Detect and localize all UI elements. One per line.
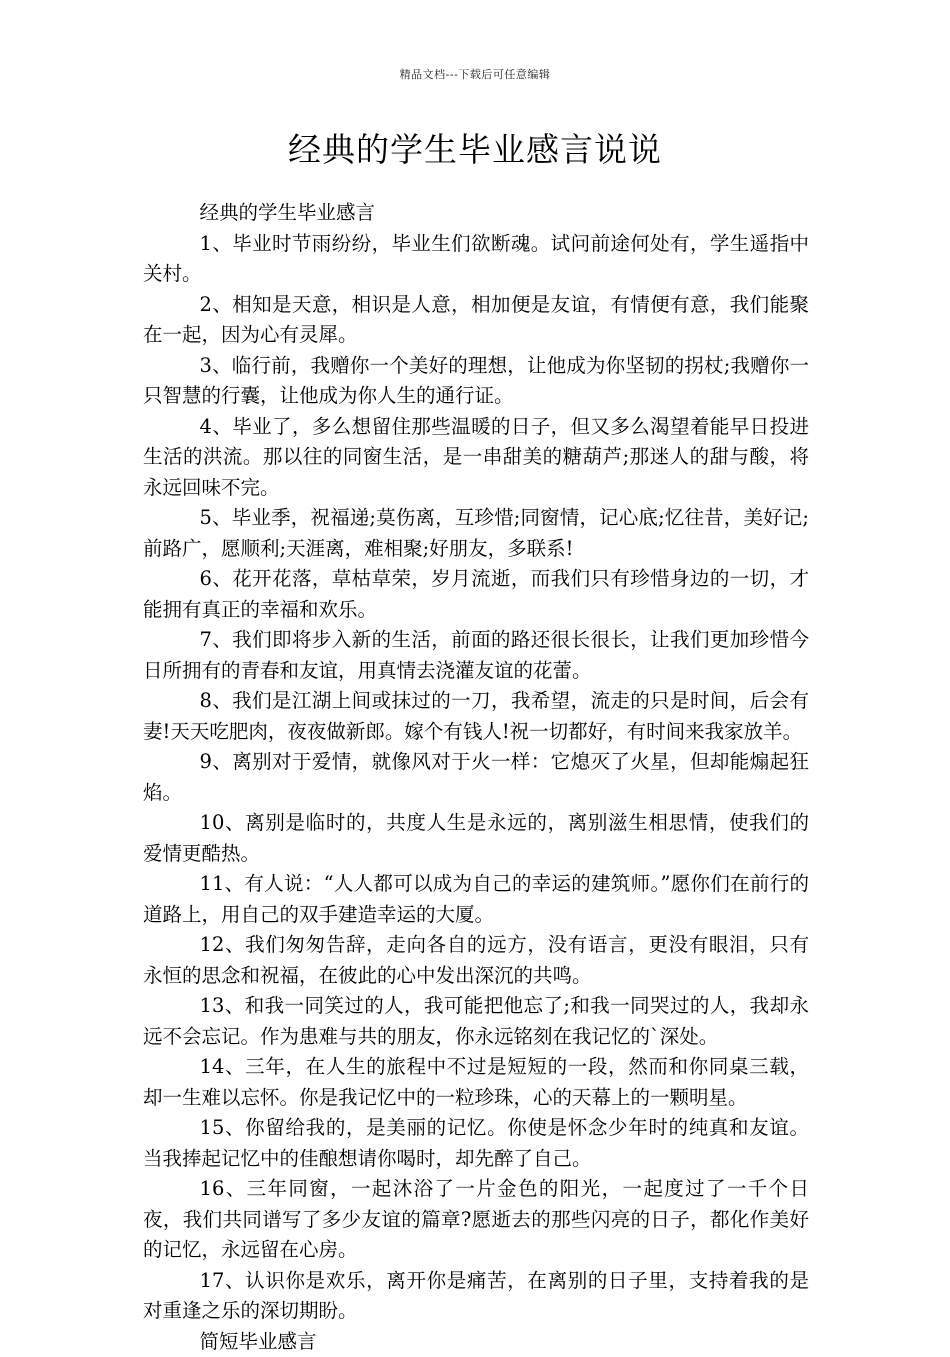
paragraph-5: 5、毕业季，祝福递;莫伤离，互珍惜;同窗情，记心底;忆往昔，美好记;前路广，愿顺利;天涯离，难相聚;好朋友，多联系! xyxy=(143,503,809,564)
paragraph-9: 9、离别对于爱情，就像风对于火一样：它熄灭了火星，但却能煽起狂焰。 xyxy=(143,747,809,808)
section-heading-short: 简短毕业感言 xyxy=(143,1327,809,1357)
paragraph-4: 4、毕业了，多么想留住那些温暖的日子，但又多么渴望着能早日投进生活的洪流。那以往的同窗生活，是一串甜美的糖葫芦;那迷人的甜与酸，将永远回味不完。 xyxy=(143,412,809,504)
document-body xyxy=(143,198,809,1357)
paragraph-10: 10、离别是临时的，共度人生是永远的，离别滋生相思情，使我们的爱情更酷热。 xyxy=(143,808,809,869)
paragraph-11: 11、有人说：“人人都可以成为自己的幸运的建筑师。”愿你们在前行的道路上，用自己的双手建造幸运的大厦。 xyxy=(143,869,809,930)
paragraph-12: 12、我们匆匆告辞，走向各自的远方，没有语言，更没有眼泪，只有永恒的思念和祝福，在彼此的心中发出深沉的共鸣。 xyxy=(143,930,809,991)
paragraph-3: 3、临行前，我赠你一个美好的理想，让他成为你坚韧的拐杖;我赠你一只智慧的行囊，让他成为你人生的通行证。 xyxy=(143,351,809,412)
paragraph-14: 14、三年，在人生的旅程中不过是短短的一段，然而和你同桌三载，却一生难以忘怀。你是我记忆中的一粒珍珠，心的天幕上的一颗明星。 xyxy=(143,1052,809,1113)
header-note: 精品文档---下载后可任意编辑 xyxy=(0,66,950,82)
paragraph-2: 2、相知是天意，相识是人意，相加便是友谊，有情便有意，我们能聚在一起，因为心有灵犀。 xyxy=(143,290,809,351)
paragraph-8: 8、我们是江湖上间或抹过的一刀，我希望，流走的只是时间，后会有妻!天天吃肥肉，夜夜做新郎。嫁个有钱人!祝一切都好，有时间来我家放羊。 xyxy=(143,686,809,747)
paragraph-6: 6、花开花落，草枯草荣，岁月流逝，而我们只有珍惜身边的一切，才能拥有真正的幸福和欢乐。 xyxy=(143,564,809,625)
paragraph-7: 7、我们即将步入新的生活，前面的路还很长很长，让我们更加珍惜今日所拥有的青春和友谊，用真情去浇灌友谊的花蕾。 xyxy=(143,625,809,686)
section-heading-classic: 经典的学生毕业感言 xyxy=(143,198,809,229)
page-title: 经典的学生毕业感言说说 xyxy=(0,128,950,172)
paragraph-16: 16、三年同窗，一起沐浴了一片金色的阳光，一起度过了一千个日夜，我们共同谱写了多少友谊的篇章?愿逝去的那些闪亮的日子，都化作美好的记忆，永远留在心房。 xyxy=(143,1174,809,1266)
paragraph-1: 1、毕业时节雨纷纷，毕业生们欲断魂。试问前途何处有，学生遥指中关村。 xyxy=(143,229,809,290)
paragraph-17: 17、认识你是欢乐，离开你是痛苦，在离别的日子里，支持着我的是对重逢之乐的深切期盼。 xyxy=(143,1266,809,1327)
paragraph-15: 15、你留给我的，是美丽的记忆。你使是怀念少年时的纯真和友谊。当我捧起记忆中的佳酿想请你喝时，却先醉了自己。 xyxy=(143,1113,809,1174)
paragraph-13: 13、和我一同笑过的人，我可能把他忘了;和我一同哭过的人，我却永远不会忘记。作为患难与共的朋友，你永远铭刻在我记忆的`深处。 xyxy=(143,991,809,1052)
